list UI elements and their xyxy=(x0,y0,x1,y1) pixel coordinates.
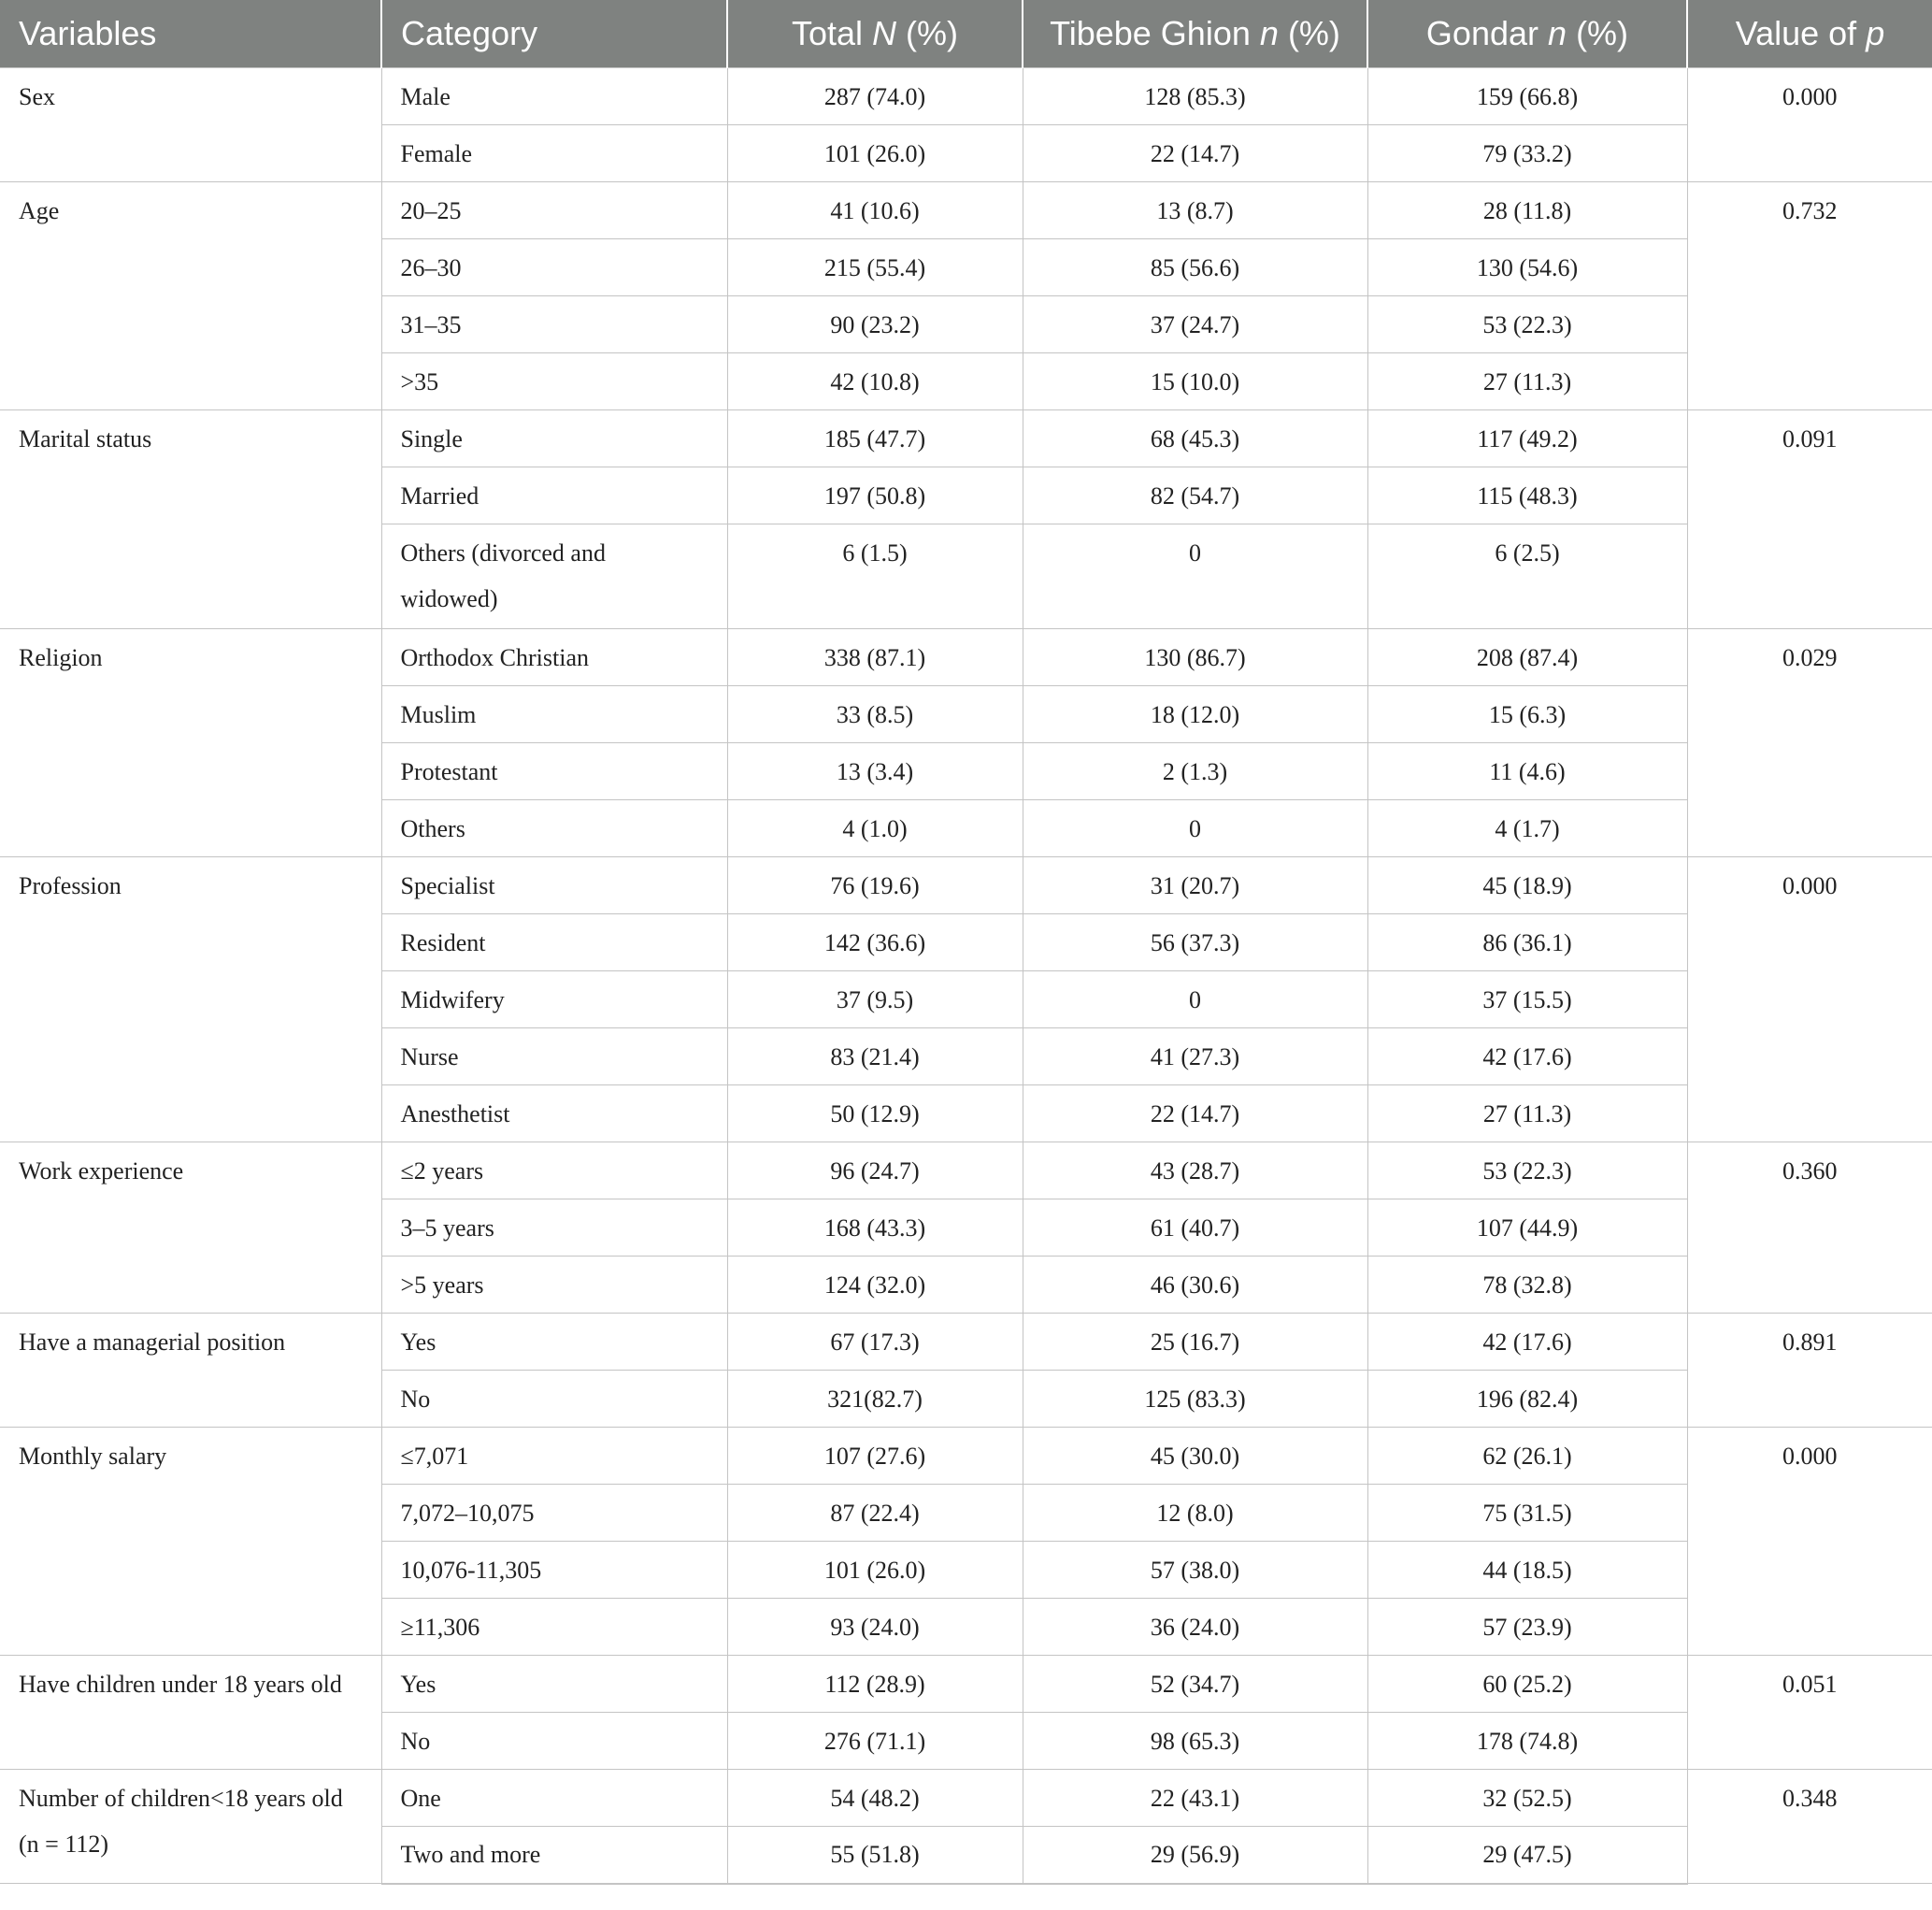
table-row xyxy=(0,1770,1932,1827)
total-cell: 67 (17.3) xyxy=(727,1314,1023,1371)
total-cell: 37 (9.5) xyxy=(727,971,1023,1028)
total-cell: 101 (26.0) xyxy=(727,125,1023,182)
variable-cell: Have children under 18 years old xyxy=(0,1656,381,1770)
header-tibebe xyxy=(1023,0,1367,68)
total-cell: 90 (23.2) xyxy=(727,296,1023,353)
tibebe-cell: 37 (24.7) xyxy=(1023,296,1367,353)
category-cell: 7,072–10,075 xyxy=(381,1485,727,1542)
header-total-pct: (%) xyxy=(906,14,959,52)
table-row xyxy=(0,1314,1932,1371)
gondar-cell: 53 (22.3) xyxy=(1367,1142,1687,1199)
total-cell: 54 (48.2) xyxy=(727,1770,1023,1827)
table-row xyxy=(0,410,1932,467)
total-cell: 42 (10.8) xyxy=(727,353,1023,410)
gondar-cell: 62 (26.1) xyxy=(1367,1428,1687,1485)
tibebe-cell: 82 (54.7) xyxy=(1023,467,1367,524)
tibebe-cell: 2 (1.3) xyxy=(1023,743,1367,800)
variable-cell: Have a managerial position xyxy=(0,1314,381,1428)
tibebe-cell: 29 (56.9) xyxy=(1023,1827,1367,1884)
category-cell: Single xyxy=(381,410,727,467)
p-value-cell: 0.051 xyxy=(1687,1656,1932,1770)
gondar-cell: 115 (48.3) xyxy=(1367,467,1687,524)
gondar-cell: 107 (44.9) xyxy=(1367,1199,1687,1257)
category-cell: Resident xyxy=(381,914,727,971)
total-cell: 197 (50.8) xyxy=(727,467,1023,524)
category-cell: Others xyxy=(381,800,727,857)
table-row xyxy=(0,1428,1932,1485)
tibebe-cell: 15 (10.0) xyxy=(1023,353,1367,410)
tibebe-cell: 22 (43.1) xyxy=(1023,1770,1367,1827)
gondar-cell: 45 (18.9) xyxy=(1367,857,1687,914)
gondar-cell: 11 (4.6) xyxy=(1367,743,1687,800)
total-cell: 83 (21.4) xyxy=(727,1028,1023,1085)
total-cell: 124 (32.0) xyxy=(727,1257,1023,1314)
category-cell: Anesthetist xyxy=(381,1085,727,1142)
header-category-label: Category xyxy=(401,14,538,52)
gondar-cell: 196 (82.4) xyxy=(1367,1371,1687,1428)
total-cell: 96 (24.7) xyxy=(727,1142,1023,1199)
gondar-cell: 15 (6.3) xyxy=(1367,686,1687,743)
table-row xyxy=(0,1656,1932,1713)
p-value-cell: 0.360 xyxy=(1687,1142,1932,1314)
total-cell: 168 (43.3) xyxy=(727,1199,1023,1257)
header-total-label: Total xyxy=(791,14,863,52)
total-cell: 101 (26.0) xyxy=(727,1542,1023,1599)
tibebe-cell: 31 (20.7) xyxy=(1023,857,1367,914)
category-cell: No xyxy=(381,1713,727,1770)
gondar-cell: 27 (11.3) xyxy=(1367,353,1687,410)
gondar-cell: 29 (47.5) xyxy=(1367,1827,1687,1884)
table-body xyxy=(0,68,1932,1884)
gondar-cell: 27 (11.3) xyxy=(1367,1085,1687,1142)
category-cell: >35 xyxy=(381,353,727,410)
tibebe-cell: 41 (27.3) xyxy=(1023,1028,1367,1085)
total-cell: 87 (22.4) xyxy=(727,1485,1023,1542)
total-cell: 4 (1.0) xyxy=(727,800,1023,857)
table-row xyxy=(0,629,1932,686)
total-cell: 6 (1.5) xyxy=(727,524,1023,629)
table-row xyxy=(0,857,1932,914)
category-cell: Protestant xyxy=(381,743,727,800)
category-cell: 31–35 xyxy=(381,296,727,353)
category-cell: Specialist xyxy=(381,857,727,914)
total-cell: 321(82.7) xyxy=(727,1371,1023,1428)
tibebe-cell: 12 (8.0) xyxy=(1023,1485,1367,1542)
header-gondar-n: n xyxy=(1548,14,1567,52)
p-value-cell: 0.348 xyxy=(1687,1770,1932,1884)
gondar-cell: 78 (32.8) xyxy=(1367,1257,1687,1314)
table-row xyxy=(0,1142,1932,1199)
gondar-cell: 32 (52.5) xyxy=(1367,1770,1687,1827)
total-cell: 142 (36.6) xyxy=(727,914,1023,971)
category-cell: Nurse xyxy=(381,1028,727,1085)
header-pvalue-p: p xyxy=(1866,14,1885,52)
gondar-cell: 117 (49.2) xyxy=(1367,410,1687,467)
total-cell: 112 (28.9) xyxy=(727,1656,1023,1713)
total-cell: 338 (87.1) xyxy=(727,629,1023,686)
gondar-cell: 44 (18.5) xyxy=(1367,1542,1687,1599)
p-value-cell: 0.029 xyxy=(1687,629,1932,857)
category-cell: Orthodox Christian xyxy=(381,629,727,686)
tibebe-cell: 68 (45.3) xyxy=(1023,410,1367,467)
gondar-cell: 37 (15.5) xyxy=(1367,971,1687,1028)
tibebe-cell: 0 xyxy=(1023,800,1367,857)
p-value-cell: 0.091 xyxy=(1687,410,1932,629)
gondar-cell: 60 (25.2) xyxy=(1367,1656,1687,1713)
p-value-cell: 0.732 xyxy=(1687,182,1932,410)
gondar-cell: 86 (36.1) xyxy=(1367,914,1687,971)
header-total-n: N xyxy=(872,14,897,52)
header-tibebe-n: n xyxy=(1259,14,1279,52)
header-row xyxy=(0,0,1932,68)
gondar-cell: 28 (11.8) xyxy=(1367,182,1687,239)
variable-cell: Work experience xyxy=(0,1142,381,1314)
gondar-cell: 178 (74.8) xyxy=(1367,1713,1687,1770)
total-cell: 33 (8.5) xyxy=(727,686,1023,743)
table-header xyxy=(0,0,1932,68)
total-cell: 107 (27.6) xyxy=(727,1428,1023,1485)
tibebe-cell: 18 (12.0) xyxy=(1023,686,1367,743)
tibebe-cell: 56 (37.3) xyxy=(1023,914,1367,971)
category-cell: Yes xyxy=(381,1656,727,1713)
header-tibebe-pct: (%) xyxy=(1287,14,1340,52)
gondar-cell: 159 (66.8) xyxy=(1367,68,1687,125)
tibebe-cell: 22 (14.7) xyxy=(1023,1085,1367,1142)
header-pvalue xyxy=(1687,0,1932,68)
header-pvalue-label: Value of xyxy=(1735,14,1857,52)
tibebe-cell: 52 (34.7) xyxy=(1023,1656,1367,1713)
p-value-cell: 0.000 xyxy=(1687,857,1932,1142)
total-cell: 50 (12.9) xyxy=(727,1085,1023,1142)
variable-cell: Marital status xyxy=(0,410,381,629)
gondar-cell: 53 (22.3) xyxy=(1367,296,1687,353)
category-cell: 10,076-11,305 xyxy=(381,1542,727,1599)
variable-cell: Sex xyxy=(0,68,381,182)
tibebe-cell: 0 xyxy=(1023,524,1367,629)
tibebe-cell: 61 (40.7) xyxy=(1023,1199,1367,1257)
tibebe-cell: 128 (85.3) xyxy=(1023,68,1367,125)
tibebe-cell: 22 (14.7) xyxy=(1023,125,1367,182)
category-cell: ≥11,306 xyxy=(381,1599,727,1656)
header-category xyxy=(381,0,727,68)
category-cell: No xyxy=(381,1371,727,1428)
tibebe-cell: 130 (86.7) xyxy=(1023,629,1367,686)
header-gondar-pct: (%) xyxy=(1576,14,1629,52)
category-cell: >5 years xyxy=(381,1257,727,1314)
category-cell: Married xyxy=(381,467,727,524)
tibebe-cell: 57 (38.0) xyxy=(1023,1542,1367,1599)
gondar-cell: 79 (33.2) xyxy=(1367,125,1687,182)
gondar-cell: 42 (17.6) xyxy=(1367,1028,1687,1085)
category-cell: ≤7,071 xyxy=(381,1428,727,1485)
gondar-cell: 57 (23.9) xyxy=(1367,1599,1687,1656)
gondar-cell: 75 (31.5) xyxy=(1367,1485,1687,1542)
p-value-cell: 0.000 xyxy=(1687,68,1932,182)
category-cell: Others (divorced and widowed) xyxy=(381,524,727,629)
table-row xyxy=(0,182,1932,239)
total-cell: 185 (47.7) xyxy=(727,410,1023,467)
gondar-cell: 6 (2.5) xyxy=(1367,524,1687,629)
category-cell: ≤2 years xyxy=(381,1142,727,1199)
category-cell: Yes xyxy=(381,1314,727,1371)
total-cell: 215 (55.4) xyxy=(727,239,1023,296)
tibebe-cell: 0 xyxy=(1023,971,1367,1028)
tibebe-cell: 125 (83.3) xyxy=(1023,1371,1367,1428)
header-variables xyxy=(0,0,381,68)
category-cell: Muslim xyxy=(381,686,727,743)
category-cell: 20–25 xyxy=(381,182,727,239)
total-cell: 55 (51.8) xyxy=(727,1827,1023,1884)
tibebe-cell: 85 (56.6) xyxy=(1023,239,1367,296)
category-cell: 3–5 years xyxy=(381,1199,727,1257)
gondar-cell: 42 (17.6) xyxy=(1367,1314,1687,1371)
tibebe-cell: 46 (30.6) xyxy=(1023,1257,1367,1314)
header-variables-label: Variables xyxy=(19,14,157,52)
p-value-cell: 0.000 xyxy=(1687,1428,1932,1656)
category-cell: Female xyxy=(381,125,727,182)
tibebe-cell: 25 (16.7) xyxy=(1023,1314,1367,1371)
gondar-cell: 208 (87.4) xyxy=(1367,629,1687,686)
variable-cell: Monthly salary xyxy=(0,1428,381,1656)
p-value-cell: 0.891 xyxy=(1687,1314,1932,1428)
variable-cell: Number of children<18 years old (n = 112) xyxy=(0,1770,381,1884)
tibebe-cell: 36 (24.0) xyxy=(1023,1599,1367,1656)
tibebe-cell: 98 (65.3) xyxy=(1023,1713,1367,1770)
total-cell: 13 (3.4) xyxy=(727,743,1023,800)
tibebe-cell: 43 (28.7) xyxy=(1023,1142,1367,1199)
total-cell: 93 (24.0) xyxy=(727,1599,1023,1656)
header-tibebe-label: Tibebe Ghion xyxy=(1050,14,1251,52)
total-cell: 287 (74.0) xyxy=(727,68,1023,125)
total-cell: 76 (19.6) xyxy=(727,857,1023,914)
header-gondar-label: Gondar xyxy=(1425,14,1538,52)
category-cell: Midwifery xyxy=(381,971,727,1028)
header-total xyxy=(727,0,1023,68)
category-cell: One xyxy=(381,1770,727,1827)
gondar-cell: 4 (1.7) xyxy=(1367,800,1687,857)
category-cell: Two and more xyxy=(381,1827,727,1884)
gondar-cell: 130 (54.6) xyxy=(1367,239,1687,296)
variable-cell: Age xyxy=(0,182,381,410)
variable-cell: Profession xyxy=(0,857,381,1142)
category-cell: 26–30 xyxy=(381,239,727,296)
variable-cell: Religion xyxy=(0,629,381,857)
header-gondar xyxy=(1367,0,1687,68)
tibebe-cell: 45 (30.0) xyxy=(1023,1428,1367,1485)
table-row xyxy=(0,68,1932,125)
category-cell: Male xyxy=(381,68,727,125)
total-cell: 276 (71.1) xyxy=(727,1713,1023,1770)
total-cell: 41 (10.6) xyxy=(727,182,1023,239)
tibebe-cell: 13 (8.7) xyxy=(1023,182,1367,239)
